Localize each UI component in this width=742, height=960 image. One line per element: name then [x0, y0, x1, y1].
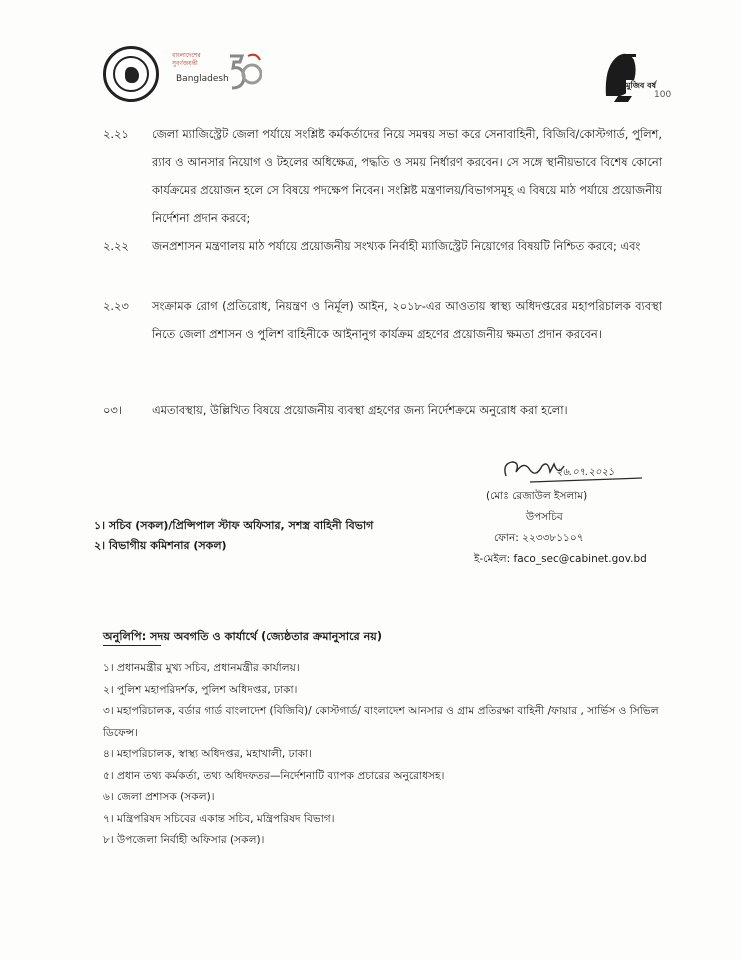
- mujib-number: 100: [654, 90, 672, 100]
- clause-text: জনপ্রশাসন মন্ত্রণালয় মাঠ পর্যায়ে প্রয়োজনীয় সংখ্যক নির্বাহী ম্যাজিস্ট্রেট নিয়োগের বিষয়টি নিশ্চিত করবে; এবং: [152, 239, 641, 253]
- jubilee-brand-text: Bangladesh: [176, 74, 229, 84]
- clause-number: ২.২১: [103, 127, 129, 141]
- copies-list: [103, 658, 663, 852]
- copy-item: ৩। মহাপরিচালক, বর্ডার গার্ড বাংলাদেশ (বিজিবি)/ কোস্টগার্ড/ বাংলাদেশ আনসার ও গ্রাম প্রতিরক্ষা বাহিনী /ফায়ার , সার্ভিস ও সিভিল ডিফেন্স।: [103, 705, 659, 739]
- signatory-email: ই-মেইল: faco_sec@cabinet.gov.bd: [474, 553, 647, 565]
- golden-jubilee-logo: [172, 48, 264, 104]
- recipient-item: ২। বিভাগীয় কমিশনার (সকল): [94, 539, 227, 552]
- copy-item: ৬। জেলা প্রশাসক (সকল)।: [103, 791, 215, 803]
- copy-item: ১। প্রধানমন্ত্রীর মুখ্য সচিব, প্রধানমন্ত্রীর কার্যালয়।: [103, 662, 300, 674]
- recipient-item: ১। সচিব (সকল)/প্রিন্সিপাল স্টাফ অফিসার, সশস্ত্র বাহিনী বিভাগ: [94, 519, 374, 532]
- section-number: ০৩।: [103, 403, 122, 417]
- copies-heading: অনুলিপি: সদয় অবগতি ও কার্যার্থে (জ্যেষ্ঠতার ক্রমানুসারে নয়): [103, 630, 383, 643]
- copy-item: ২। পুলিশ মহাপরিদর্শক, পুলিশ অধিদপ্তর, ঢাকা।: [103, 683, 298, 696]
- section-text: এমতাবস্থায়, উল্লিখিত বিষয়ে প্রয়োজনীয় ব্যবস্থা গ্রহণের জন্য নির্দেশক্রমে অনুরোধ করা হলো।: [152, 403, 568, 417]
- clause-number: ২.২৩: [103, 299, 129, 313]
- jubilee-50-mark: [226, 50, 262, 94]
- copy-item: ৪। মহাপরিচালক, স্বাস্থ্য অধিদপ্তর, মহাখালী, ঢাকা।: [103, 748, 312, 760]
- copies-heading-underline: [103, 645, 161, 646]
- mujib-borsho-logo: [598, 46, 676, 102]
- government-seal-logo: [103, 46, 159, 102]
- recipients-list: [94, 516, 373, 556]
- signatory-designation: উপসচিব: [526, 511, 563, 523]
- signature-date: ২৬.০৭.২০২১: [556, 467, 615, 478]
- copy-item: ৭। মন্ত্রিপরিষদ সচিবের একান্ত সচিব, মন্ত্রিপরিষদ বিভাগ।: [103, 812, 335, 825]
- signatory-name: (মোঃ রেজাউল ইসলাম): [486, 490, 588, 502]
- jubilee-small-text: বাংলাদেশের সুবর্ণজয়ন্তী: [172, 52, 201, 67]
- mujib-text: মুজিব বর্ষ: [626, 80, 656, 93]
- signatory-phone: ফোন: ২২৩৩৮১১০৭: [494, 532, 584, 544]
- copy-item: ৮। উপজেলা নির্বাহী অফিসার (সকল)।: [103, 834, 265, 846]
- clause-text: জেলা ম্যাজিস্ট্রেট জেলা পর্যায়ে সংশ্লিষ্ট কর্মকর্তাদের নিয়ে সমন্বয় সভা করে সেনাবাহিনী, বিজিবি/কোস্টগার্ড, পুলিশ, র‍্যাব ও আনসার নিয়োগ ও টহলের অধিক্ষেত্র, পদ্ধতি ও সময় নির্ধারণ করবেন। সে সঙ্গে স্থানীয়ভাবে বিশেষ কোনো কার্যক্রমের প্রয়োজন হলে সে বিষয়ে পদক্ষেপ নিবেন। সংশ্লিষ্ট মন্ত্রণালয়/বিভাগসমূহ এ বিষয়ে মাঠ পর্যায়ে প্রয়োজনীয় নির্দেশনা প্রদান করবে;: [152, 127, 662, 225]
- copy-item: ৫। প্রধান তথ্য কর্মকর্তা, তথ্য অধিদফতর—নির্দেশনাটি ব্যাপক প্রচারের অনুরোধসহ।: [103, 769, 445, 782]
- clause-text: সংক্রামক রোগ (প্রতিরোধ, নিয়ন্ত্রণ ও নির্মূল) আইন, ২০১৮-এর আওতায় স্বাস্থ্য অধিদপ্তরের মহাপরিচালক ব্যবস্থা নিতে জেলা প্রশাসন ও পুলিশ বাহিনীকে আইনানুগ কার্যক্রম গ্রহণের প্রয়োজনীয় ক্ষমতা প্রদান করবেন।: [152, 299, 662, 341]
- clause-number: ২.২২: [103, 239, 129, 253]
